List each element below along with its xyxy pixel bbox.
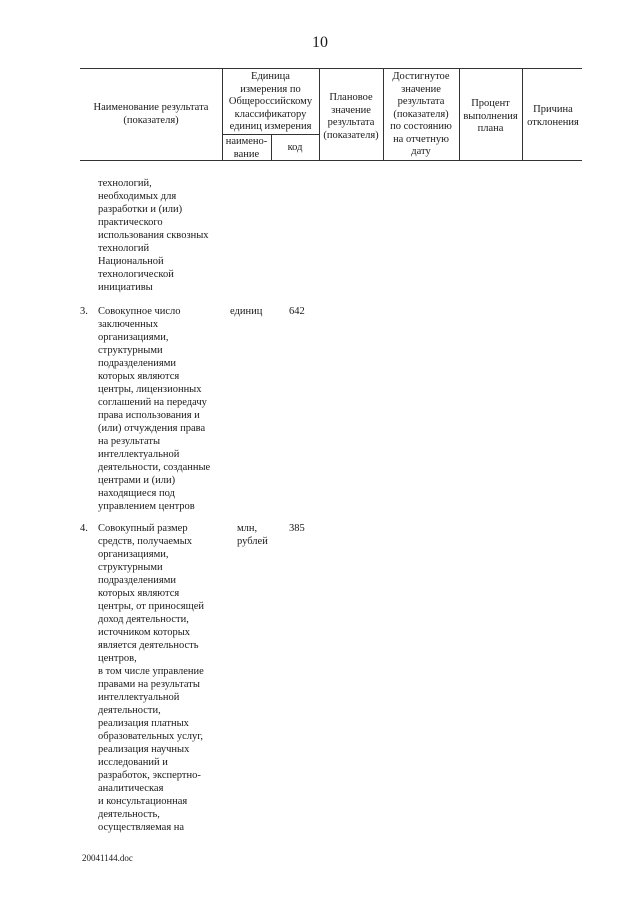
indicator-line: и консультационная bbox=[98, 796, 188, 807]
row-unit-code: 642 bbox=[289, 306, 305, 317]
indicator-line: правами на результаты bbox=[98, 679, 200, 690]
indicator-line: которых являются bbox=[98, 371, 180, 382]
indicator-line: в том числе управление bbox=[98, 666, 204, 677]
indicator-line: Совокупное число bbox=[98, 306, 181, 317]
row-indicator-text bbox=[98, 177, 228, 294]
indicator-line: исследований и bbox=[98, 757, 168, 768]
indicator-line: образовательных услуг, bbox=[98, 731, 204, 742]
indicator-line: центрами и (или) bbox=[98, 475, 176, 486]
indicator-line: интеллектуальной bbox=[98, 449, 180, 460]
indicator-line: инициативы bbox=[98, 282, 153, 293]
header-col-plan: Плановое значение результата (показателя) bbox=[323, 92, 379, 141]
document-footer: 20041144.doc bbox=[82, 853, 133, 863]
row-number: 4. bbox=[80, 523, 88, 534]
header-col-unit-name: наимено- вание bbox=[225, 136, 268, 160]
indicator-line: интеллектуальной bbox=[98, 692, 180, 703]
indicator-line: заключенных bbox=[98, 319, 159, 330]
indicator-line: разработки и (или) bbox=[98, 204, 183, 215]
indicator-line: структурными bbox=[98, 345, 163, 356]
row-unit-name: млн, рублей bbox=[237, 523, 268, 547]
indicator-line: права использования и bbox=[98, 410, 200, 421]
header-col-unit-group: Единица измерения по Общероссийскому классификатору единиц измерения bbox=[228, 71, 313, 132]
header-col-unit-code: код bbox=[287, 142, 303, 153]
indicator-line: источником которых bbox=[98, 627, 191, 638]
indicator-line: Национальной bbox=[98, 256, 164, 267]
indicator-line: технологий bbox=[98, 243, 150, 254]
page-number: 10 bbox=[312, 34, 328, 51]
row-number: 3. bbox=[80, 306, 88, 317]
indicator-line: Совокупный размер bbox=[98, 523, 188, 534]
indicator-line: аналитическая bbox=[98, 783, 164, 794]
indicator-line: является деятельность bbox=[98, 640, 199, 651]
indicator-line: реализация платных bbox=[98, 718, 189, 729]
indicator-line: центров, bbox=[98, 653, 137, 664]
indicator-line: структурными bbox=[98, 562, 163, 573]
indicator-line: средств, получаемых bbox=[98, 536, 193, 547]
row-unit-code: 385 bbox=[289, 523, 305, 534]
indicator-line: технологий, bbox=[98, 178, 152, 189]
indicator-line: организациями, bbox=[98, 332, 169, 343]
indicator-line: реализация научных bbox=[98, 744, 190, 755]
indicator-line: на результаты bbox=[98, 436, 161, 447]
indicator-line: управлением центров bbox=[98, 501, 195, 512]
indicator-line: доход деятельности, bbox=[98, 614, 189, 625]
indicator-line: подразделениями bbox=[98, 358, 177, 369]
row-indicator-text bbox=[98, 305, 228, 513]
indicator-line: разработок, экспертно- bbox=[98, 770, 201, 781]
indicator-line: деятельность, bbox=[98, 809, 160, 820]
indicator-line: (или) отчуждения права bbox=[98, 423, 206, 434]
indicator-line: деятельности, bbox=[98, 705, 161, 716]
header-col-name: Наименование результата (показателя) bbox=[93, 102, 209, 126]
row-unit-name: единиц bbox=[230, 306, 263, 317]
indicator-line: подразделениями bbox=[98, 575, 177, 586]
indicator-line: технологической bbox=[98, 269, 174, 280]
indicator-line: которых являются bbox=[98, 588, 180, 599]
header-col-percent: Процент выполнения плана bbox=[463, 98, 518, 134]
indicator-line: центры, от приносящей bbox=[98, 601, 204, 612]
indicator-line: осуществляемая на bbox=[98, 822, 185, 833]
indicator-line: практического bbox=[98, 217, 163, 228]
header-col-reason: Причина отклонения bbox=[527, 104, 579, 128]
header-col-achieved: Достигнутое значение результата (показателя) по состоянию на отчетную дату bbox=[390, 71, 452, 157]
indicator-line: необходимых для bbox=[98, 191, 177, 202]
indicator-line: центры, лицензионных bbox=[98, 384, 202, 395]
indicator-line: использования сквозных bbox=[98, 230, 209, 241]
indicator-line: организациями, bbox=[98, 549, 169, 560]
indicator-line: находящиеся под bbox=[98, 488, 175, 499]
row-indicator-text bbox=[98, 522, 228, 834]
indicator-line: соглашений на передачу bbox=[98, 397, 207, 408]
indicator-line: деятельности, созданные bbox=[98, 462, 211, 473]
